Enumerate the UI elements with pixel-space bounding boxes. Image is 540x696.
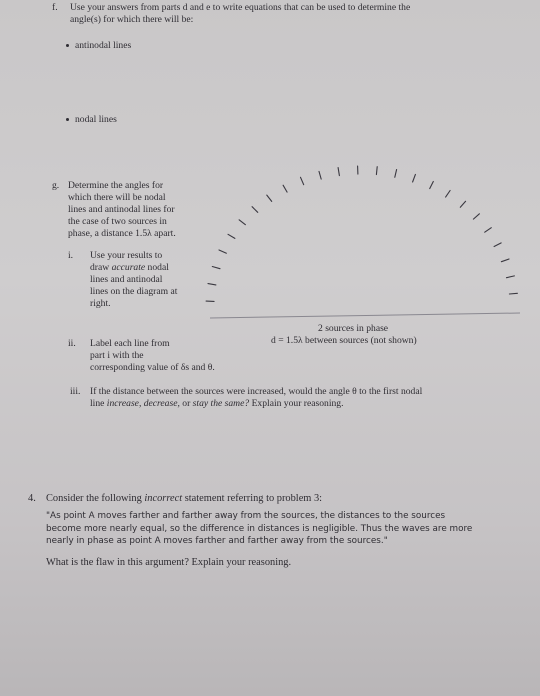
part-gi-line: lines and antinodal [90,274,163,285]
part-g-line: phase, a distance 1.5λ apart. [68,228,176,239]
quote-line: nearly in phase as point A moves farther and farther away from the sources." [46,536,388,546]
quote-line: become more nearly equal, so the difference in distances is negligible. Thus the waves are more [46,523,473,534]
diagram-caption-1: 2 sources in phase [318,323,389,334]
problem-4-question: What is the flaw in this argument? Explain your reasoning. [46,557,292,568]
part-giii-text [90,386,530,410]
increase-decrease-emphasis: increase, decrease, [106,398,180,409]
part-giii-line2: line increase, decrease, or stay the same? Explain your reasoning. [90,398,344,409]
part-gi-line: Use your results to [90,250,163,261]
angle-tick [473,214,479,219]
part-f-label: f. [52,2,58,13]
angle-tick [507,276,515,278]
angle-tick [208,284,216,285]
part-giii-line1: If the distance between the sources were increased, would the angle θ to the first nodal [90,386,423,397]
angle-tick [319,171,321,179]
part-gi-line: lines on the diagram at [90,286,178,297]
part-g-label: g. [52,180,60,191]
angle-tick [212,267,220,269]
part-g-line: lines and antinodal lines for [68,204,175,215]
incorrect-emphasis: incorrect [144,493,183,504]
stay-same-emphasis: stay the same? [192,398,250,409]
baseline-line [210,313,520,318]
angle-tick [485,228,492,233]
angle-tick [219,250,226,253]
part-gi-line-accurate: draw accurate nodal [90,262,169,273]
part-f-line2: angle(s) for which there will be: [70,14,194,25]
part-gii-line: part i with the [90,350,144,361]
angle-tick [509,293,517,294]
part-g-line: which there will be nodal [68,192,166,203]
part-g-line: Determine the angles for [68,180,164,191]
angle-tick [252,207,258,213]
part-gi-label: i. [68,250,74,261]
angle-tick-marks [206,166,517,301]
part-gii-text [90,338,290,374]
angle-tick [338,168,339,176]
angle-tick [239,220,245,225]
angle-tick [283,185,287,192]
angle-tick [395,170,397,178]
quote-line: "As point A moves farther and farther away from the sources, the distances to the sources [46,511,446,521]
part-gii-line: Label each line from [90,338,170,349]
part-f-line1: Use your answers from parts d and e to write equations that can be used to determine the [70,2,411,13]
angle-tick [460,201,465,207]
part-g-line: the case of two sources in [68,216,167,227]
angle-tick [267,195,272,201]
angle-tick [413,174,416,182]
part-giii-label: iii. [70,386,81,397]
angle-tick [501,259,509,262]
accurate-emphasis: accurate [111,262,146,273]
angle-tick [228,234,235,238]
angle-tick [376,167,377,175]
problem-4-number: 4. [28,493,36,504]
bullet-antinodal-text: antinodal lines [75,40,132,51]
angle-tick [430,182,434,189]
problem-4-intro: Consider the following incorrect statement referring to problem 3: [46,493,323,504]
bullet-nodal-text: nodal lines [75,114,117,125]
angle-tick [494,243,501,247]
part-gii-line: corresponding value of δs and θ. [90,362,215,373]
angle-tick [301,177,304,184]
problem-4-quote [46,510,526,548]
diagram-caption-2: d = 1.5λ between sources (not shown) [271,335,417,346]
angle-tick [446,191,451,198]
part-gii-label: ii. [68,338,76,349]
part-gi-line: right. [90,298,111,309]
